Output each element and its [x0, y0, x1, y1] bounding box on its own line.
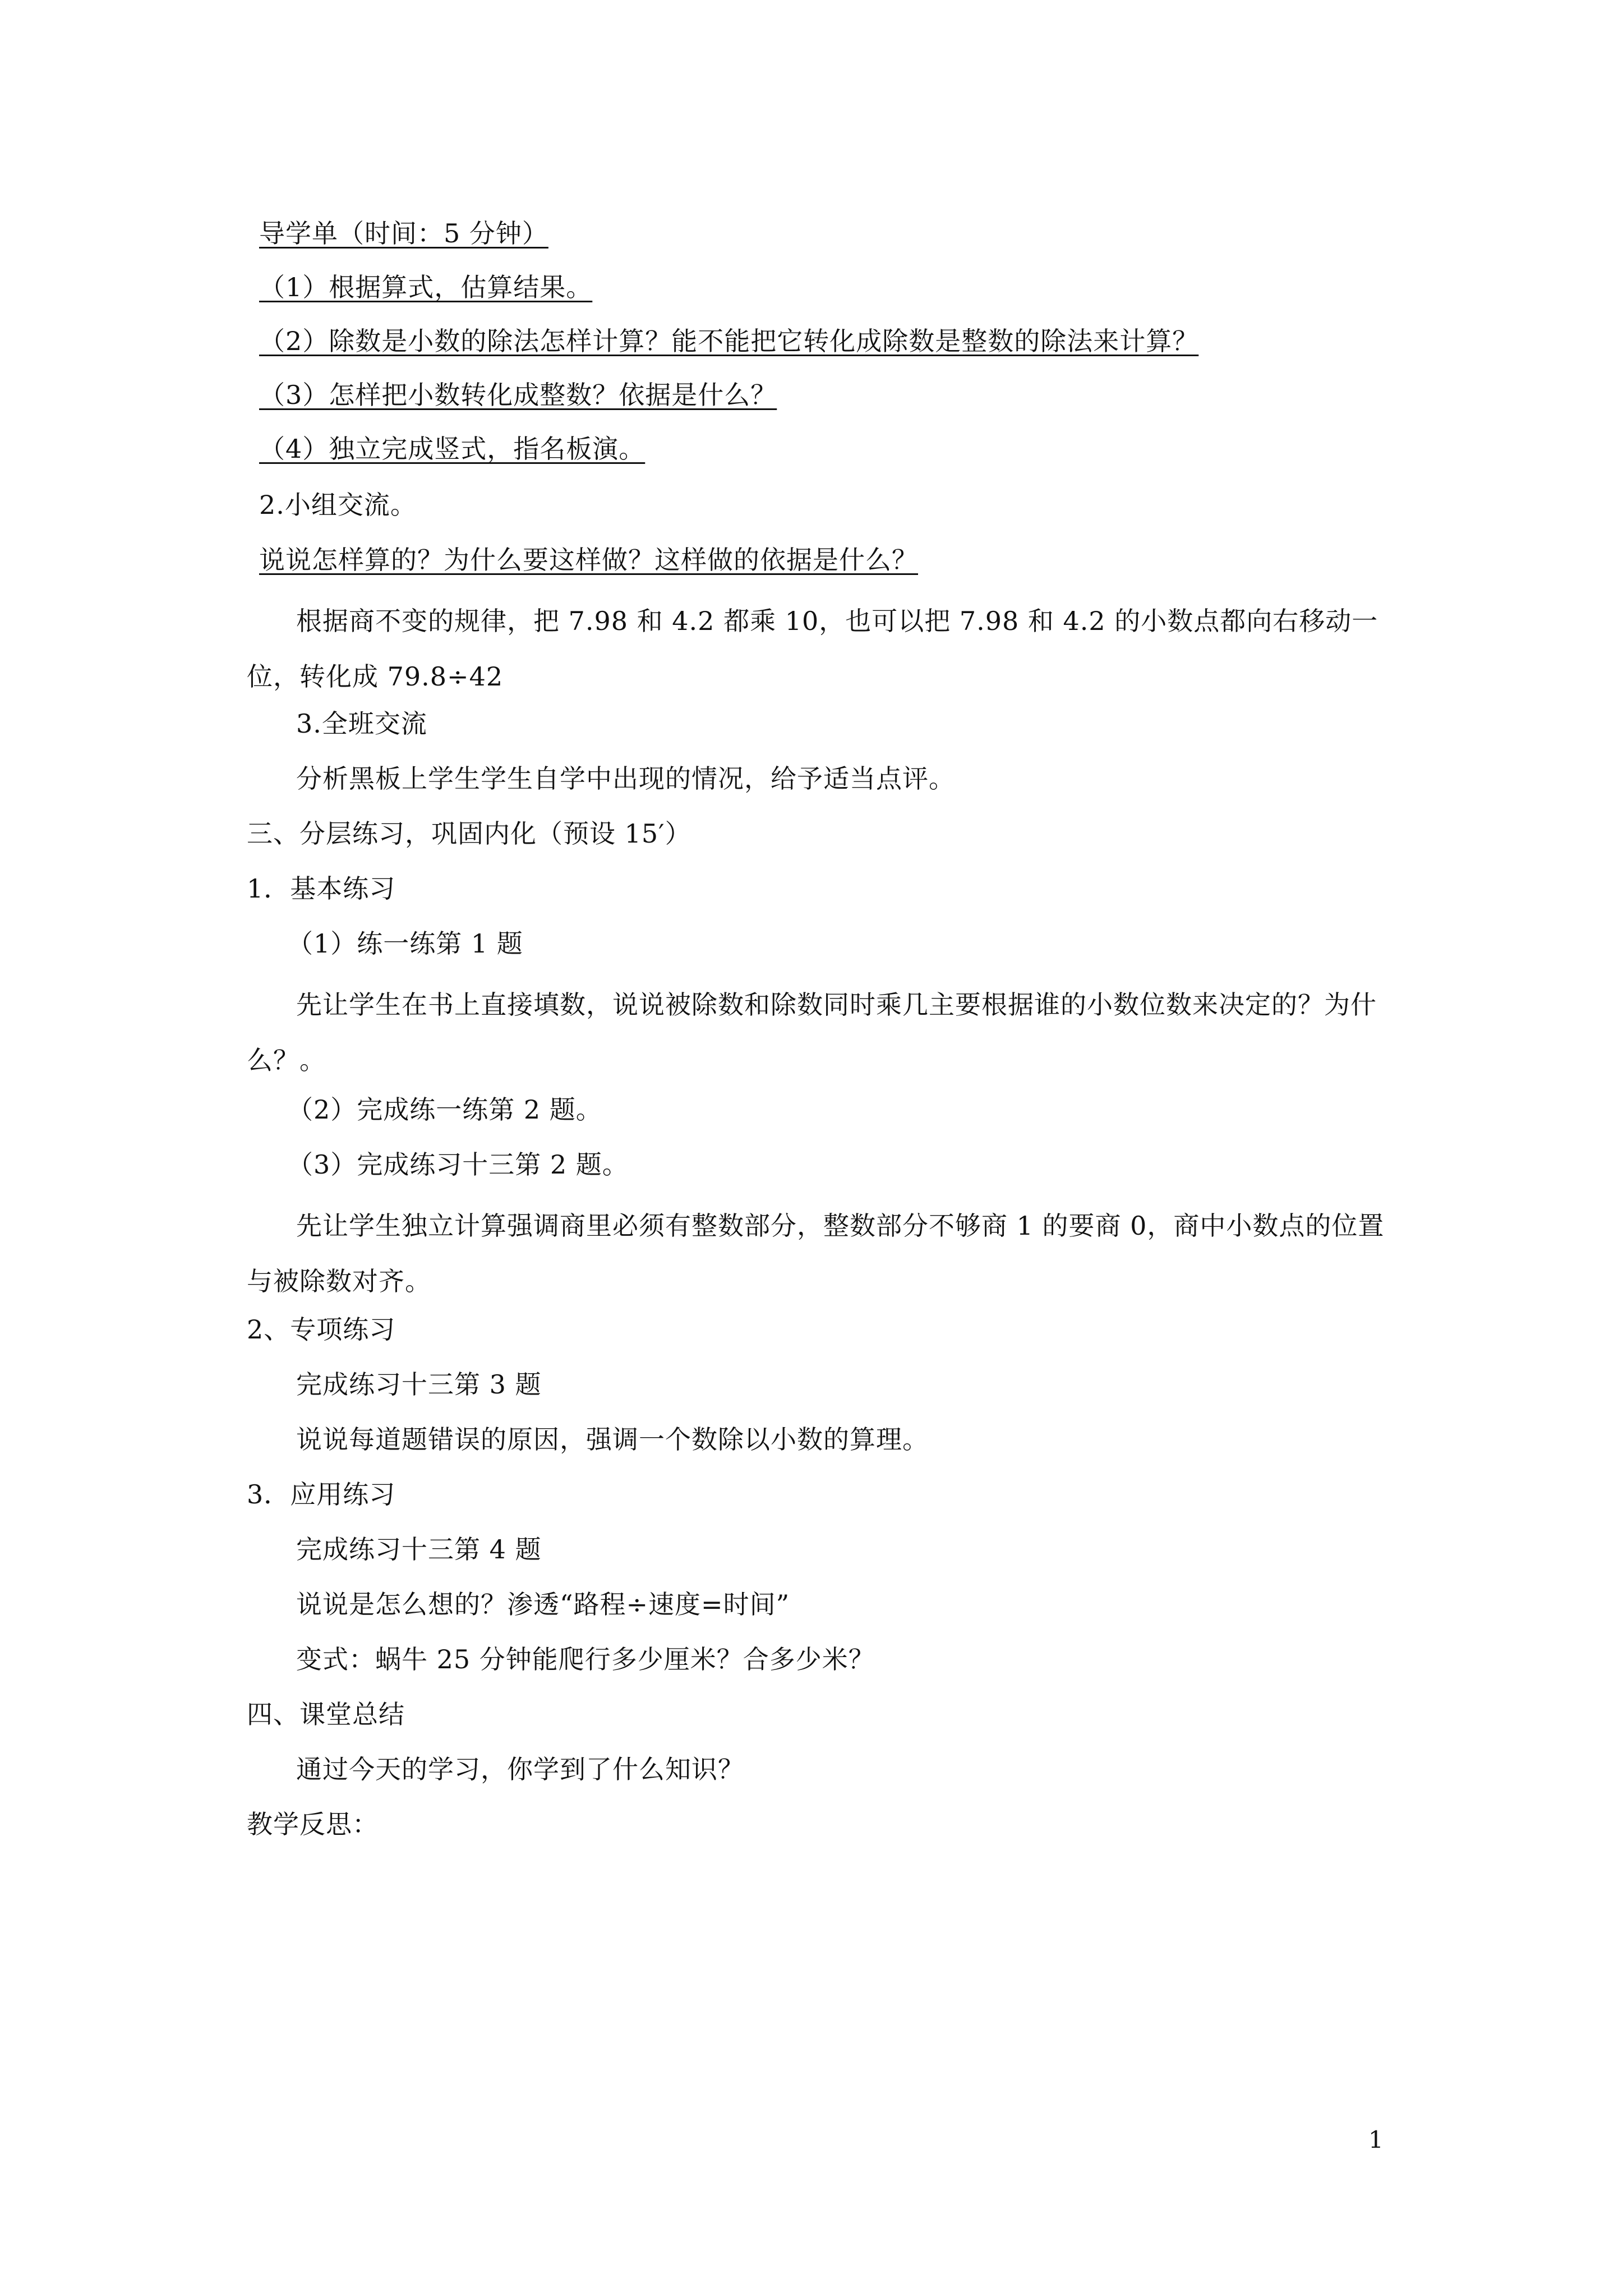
section-4-heading: 四、课堂总结 [247, 1699, 405, 1729]
section-4-text: 通过今天的学习，你学到了什么知识？ [296, 1754, 744, 1784]
basic-practice-item-2: （2）完成练一练第 2 题。 [287, 1094, 602, 1125]
basic-practice-item-1-text: 先让学生在书上直接填数，说说被除数和除数同时乘几主要根据谁的小数位数来决定的？为什么？。 [247, 990, 1377, 1075]
group-exchange-prompt: 说说怎样算的？为什么要这样做？这样做的依据是什么？ [259, 545, 918, 575]
basic-practice-item-3: （3）完成练习十三第 2 题。 [287, 1149, 629, 1180]
group-exchange-heading: 2.小组交流。 [259, 490, 417, 520]
basic-practice-item-1: （1）练一练第 1 题 [287, 928, 523, 959]
guide-question-3: （3）怎样把小数转化成整数？依据是什么？ [259, 380, 777, 410]
class-exchange-text: 分析黑板上学生学生自学中出现的情况，给予适当点评。 [296, 763, 955, 794]
special-practice-item: 完成练习十三第 3 题 [296, 1369, 542, 1400]
guide-question-2: （2）除数是小数的除法怎样计算？能不能把它转化成除数是整数的除法来计算？ [259, 326, 1199, 356]
guide-question-4: （4）独立完成竖式，指名板演。 [259, 434, 645, 464]
applied-practice-item: 完成练习十三第 4 题 [296, 1534, 542, 1565]
section-3-heading: 三、分层练习，巩固内化（预设 15′） [247, 818, 691, 849]
group-exchange-answer: 根据商不变的规律，把 7.98 和 4.2 都乘 10，也可以把 7.98 和 4.2 的小数点都向右移动一位，转化成 79.8÷42 [247, 606, 1378, 692]
class-exchange-heading: 3.全班交流 [296, 708, 427, 739]
applied-practice-variant: 变式：蜗牛 25 分钟能爬行多少厘米？合多少米？ [296, 1644, 875, 1674]
applied-practice-heading: 3．应用练习 [247, 1479, 396, 1510]
special-practice-text: 说说每道题错误的原因，强调一个数除以小数的算理。 [296, 1424, 929, 1455]
teaching-reflection-label: 教学反思： [247, 1809, 379, 1839]
basic-practice-item-3-text: 先让学生独立计算强调商里必须有整数部分，整数部分不够商 1 的要商 0，商中小数点的位置与被除数对齐。 [247, 1211, 1385, 1296]
guide-title: 导学单（时间：5 分钟） [259, 218, 548, 249]
page-number: 1 [1368, 2126, 1384, 2154]
special-practice-heading: 2、专项练习 [247, 1314, 396, 1345]
guide-question-1: （1）根据算式，估算结果。 [259, 272, 593, 302]
applied-practice-text: 说说是怎么想的？渗透“路程÷速度=时间” [296, 1589, 790, 1619]
basic-practice-heading: 1．基本练习 [247, 873, 396, 904]
